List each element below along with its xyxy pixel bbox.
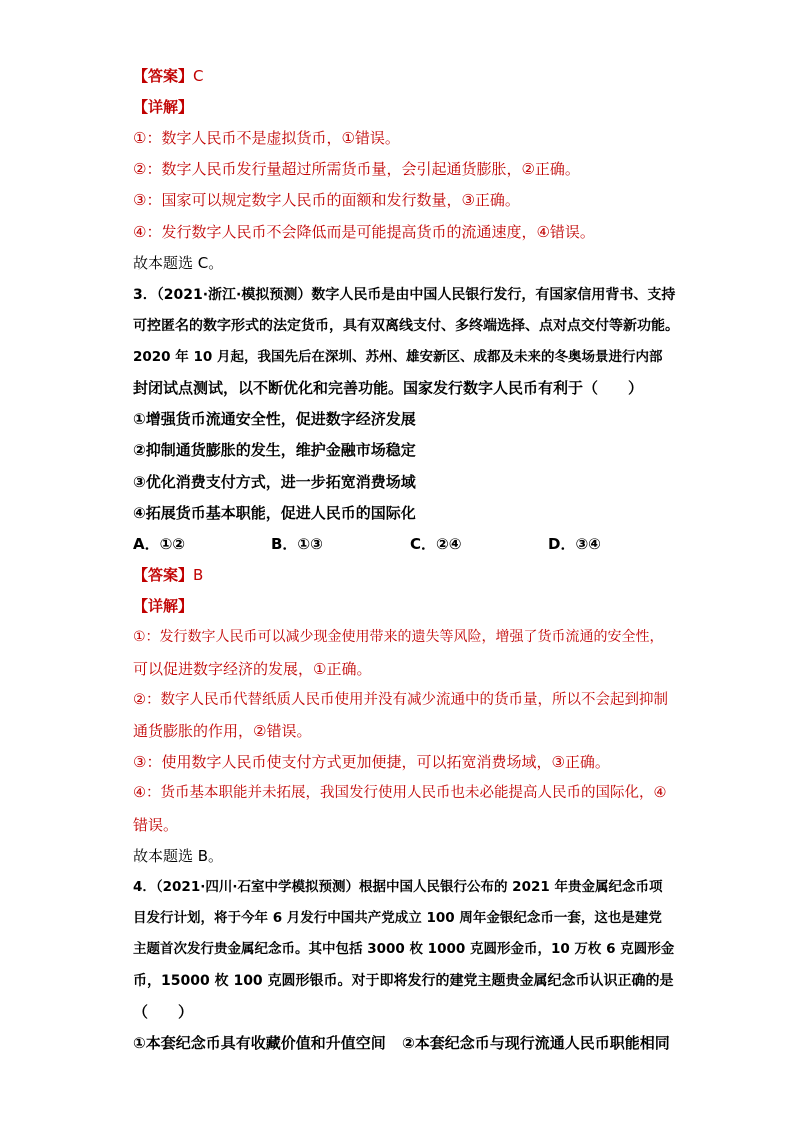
- statement: ④拓展货币基本职能，促进人民币的国际化: [133, 504, 416, 522]
- question-stem-line: 目发行计划，将于今年 6 月发行中国共产党成立 100 周年金银纪念币一套，这也是建党: [133, 910, 662, 926]
- statement: ②本套纪念币与现行流通人民币职能相同: [402, 1034, 670, 1052]
- question-stem-line: （ ）: [133, 1003, 194, 1021]
- question-stem-line: 可控匿名的数字形式的法定货币，具有双离线支付、多终端选择、点对点交付等新功能。: [133, 318, 679, 334]
- detail-line: ②：数字人民币代替纸质人民币使用并没有减少流通中的货币量，所以不会起到抑制: [133, 692, 668, 708]
- detail-line: ②：数字人民币发行量超过所需货币量，会引起通货膨胀，②正确。: [133, 160, 580, 178]
- answer-tag: 【答案】: [133, 566, 194, 584]
- answer-line: [133, 66, 204, 86]
- option-a: A．①②: [133, 535, 186, 553]
- detail-line: 可以促进数字经济的发展，①正确。: [133, 660, 372, 678]
- answer-tag: 【答案】: [133, 67, 194, 85]
- detail-tag: 【详解】: [133, 98, 194, 116]
- answer-line: [133, 565, 203, 585]
- answer-value: C: [193, 67, 204, 85]
- statement: ①本套纪念币具有收藏价值和升值空间: [133, 1034, 386, 1052]
- option-c: C．②④: [410, 535, 462, 553]
- detail-line: ①：发行数字人民币可以减少现金使用带来的遗失等风险，增强了货币流通的安全性，: [133, 629, 664, 645]
- statement: ③优化消费支付方式，进一步拓宽消费场域: [133, 473, 416, 491]
- question-stem-line: 主题首次发行贵金属纪念币。其中包括 3000 枚 1000 克圆形金币，10 万枚 6 克圆形金: [133, 941, 675, 957]
- question-stem-line: 4．（2021·四川·石室中学模拟预测）根据中国人民银行公布的 2021 年贵金属纪念币项: [133, 879, 663, 895]
- detail-line: ④：发行数字人民币不会降低而是可能提高货币的流通速度，④错误。: [133, 223, 595, 241]
- question-stem-line: 2020 年 10 月起，我国先后在深圳、苏州、雄安新区、成都及未来的冬奥场景进行内部: [133, 349, 663, 365]
- conclusion: 故本题选 C。: [133, 254, 224, 272]
- question-stem-line: 封闭试点测试，以不断优化和完善功能。国家发行数字人民币有利于（ ）: [133, 379, 644, 397]
- question-stem-line: 3．（2021·浙江·模拟预测）数字人民币是由中国人民银行发行，有国家信用背书、支持: [133, 287, 676, 303]
- conclusion: 故本题选 B。: [133, 847, 224, 865]
- detail-line: ③：国家可以规定数字人民币的面额和发行数量，③正确。: [133, 191, 520, 209]
- statement: ①增强货币流通安全性，促进数字经济发展: [133, 410, 416, 428]
- detail-tag: 【详解】: [133, 597, 194, 615]
- question-stem-line: 币，15000 枚 100 克圆形银币。对于即将发行的建党主题贵金属纪念币认识正确的是: [133, 973, 674, 989]
- detail-line: ①：数字人民币不是虚拟货币，①错误。: [133, 129, 400, 147]
- detail-line: 错误。: [133, 816, 179, 834]
- detail-line: ④：货币基本职能并未拓展，我国发行使用人民币也未必能提高人民币的国际化，④: [133, 785, 667, 801]
- detail-line: ③：使用数字人民币使支付方式更加便捷，可以拓宽消费场域，③正确。: [133, 753, 610, 771]
- detail-line: 通货膨胀的作用，②错误。: [133, 722, 312, 740]
- answer-value: B: [193, 566, 204, 584]
- option-d: D．③④: [548, 535, 601, 553]
- option-b: B．①③: [271, 535, 323, 553]
- statement: ②抑制通货膨胀的发生，维护金融市场稳定: [133, 441, 416, 459]
